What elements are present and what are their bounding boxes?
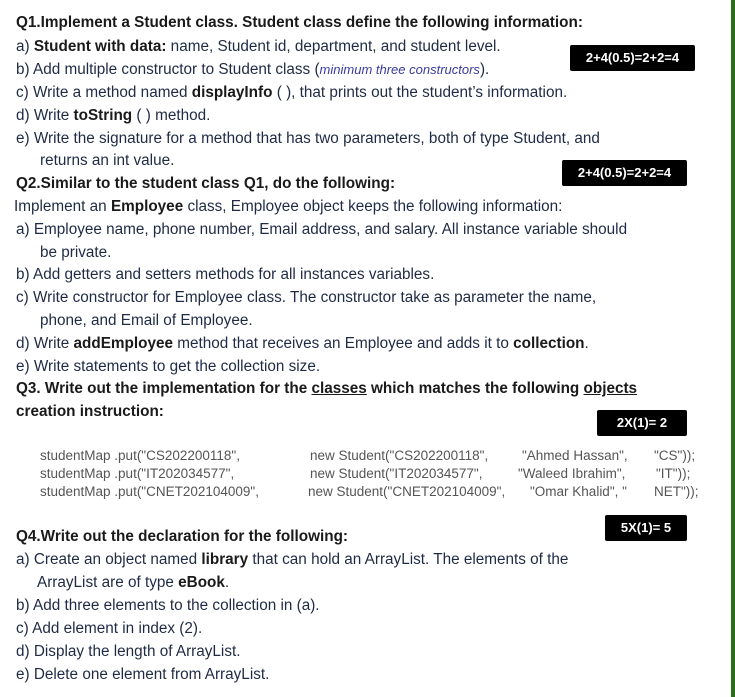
code-line: "Ahmed Hassan", — [522, 448, 628, 463]
page-edge-border — [731, 0, 735, 697]
q1-item-d-bold: toString — [73, 107, 133, 124]
q4-item-a-line2-bold: eBook — [178, 574, 225, 591]
q2-item-c-line1: c) Write constructor for Employee class. The constructor take as parameter the name, — [16, 289, 597, 306]
q2-item-e: e) Write statements to get the collection size. — [16, 358, 321, 375]
q2-item-b: b) Add getters and setters methods for all instances variables. — [16, 266, 435, 283]
q1-item-d-text: d) Write — [16, 107, 74, 124]
code-line: "Omar Khalid", " — [530, 484, 627, 499]
q1-item-d — [16, 106, 210, 126]
q2-intro-text: Implement an — [14, 198, 111, 215]
q2-intro-end: class, Employee object keeps the following information: — [183, 198, 563, 215]
code-line: NET")); — [654, 484, 699, 499]
q2-item-c-line2: phone, and Email of Employee. — [40, 312, 253, 329]
q3-heading-a: Q3. Write out the implementation for the — [16, 380, 312, 397]
q1-item-e-line1: e) Write the signature for a method that has two parameters, both of type Student, and — [16, 130, 600, 147]
q2-item-d-bold: addEmployee — [73, 335, 173, 352]
q2-score-badge: 2+4(0.5)=2+2=4 — [562, 160, 687, 186]
q4-item-e: e) Delete one element from ArrayList. — [16, 666, 270, 683]
q2-item-a-line1: a) Employee name, phone number, Email address, and salary. All instance variable should — [16, 221, 628, 238]
q3-heading-underlined-objects: objects — [583, 380, 638, 397]
q4-item-a-end: that can hold an ArrayList. The elements of the — [248, 551, 569, 568]
q1-item-a-bold: Student with data: — [33, 38, 167, 55]
code-line: studentMap .put("CS202200118", — [40, 448, 240, 463]
q3-heading-b: which matches the following — [366, 380, 584, 397]
q2-item-a-line2: be private. — [40, 244, 112, 261]
q1-item-a-prefix: a) — [16, 38, 34, 55]
code-line: new Student("CNET202104009", — [308, 484, 506, 499]
q3-heading-underlined-classes: classes — [311, 380, 367, 397]
code-line: "CS")); — [654, 448, 696, 463]
q2-item-d-bold2: collection — [513, 335, 585, 352]
q1-item-c-text: c) Write a method named — [16, 84, 192, 101]
q2-heading: Q2.Similar to the student class Q1, do the following: — [16, 175, 396, 192]
code-line: new Student("IT202034577", — [310, 466, 483, 481]
q4-item-a-line2-end: . — [224, 574, 230, 591]
q4-item-a-line2-text: ArrayList are of type — [37, 574, 179, 591]
q1-item-b — [16, 60, 489, 80]
q1-item-c-bold: displayInfo — [191, 84, 273, 101]
q2-item-d-mid: method that receives an Employee and adds it to — [172, 335, 514, 352]
code-line: "Waleed Ibrahim", — [518, 466, 626, 481]
q3-heading-line1 — [16, 379, 637, 399]
q1-item-a — [16, 37, 501, 57]
q4-heading: Q4.Write out the declaration for the following: — [16, 528, 349, 545]
q4-item-d: d) Display the length of ArrayList. — [16, 643, 241, 660]
q4-item-a-line2 — [37, 573, 229, 593]
q4-item-c: c) Add element in index (2). — [16, 620, 203, 637]
q1-score-badge: 2+4(0.5)=2+2=4 — [570, 45, 695, 71]
q1-item-b-text: b) Add multiple constructor to Student class ( — [16, 61, 320, 78]
q1-item-d-end: ( ) method. — [132, 107, 211, 124]
q4-item-a-text: a) Create an object named — [16, 551, 202, 568]
q2-item-d — [16, 334, 589, 354]
q1-heading: Q1.Implement a Student class. Student class define the following information: — [16, 14, 583, 31]
q3-heading-line2: creation instruction: — [16, 403, 164, 420]
code-line: studentMap .put("CNET202104009", — [40, 484, 259, 499]
q1-item-a-text: name, Student id, department, and student level. — [166, 38, 501, 55]
q4-item-a — [16, 550, 568, 570]
code-line: studentMap .put("IT202034577", — [40, 466, 235, 481]
q1-item-b-end: ). — [479, 61, 490, 78]
q2-item-d-text: d) Write — [16, 335, 74, 352]
q1-item-c — [16, 83, 567, 103]
q4-score-badge: 5X(1)= 5 — [605, 515, 687, 541]
q2-item-d-end: . — [584, 335, 589, 352]
q1-item-b-italic: minimum three constructors — [319, 62, 480, 77]
q3-score-badge: 2X(1)= 2 — [597, 410, 687, 436]
q4-item-a-bold: library — [201, 551, 249, 568]
code-line: new Student("CS202200118", — [310, 448, 489, 463]
code-line: "IT")); — [656, 466, 691, 481]
q4-item-b: b) Add three elements to the collection in (a). — [16, 597, 320, 614]
q2-intro-bold: Employee — [110, 198, 184, 215]
q1-item-c-end: ( ), that prints out the student’s information. — [272, 84, 568, 101]
q2-intro — [14, 197, 562, 217]
q1-item-e-line2: returns an int value. — [40, 152, 175, 169]
